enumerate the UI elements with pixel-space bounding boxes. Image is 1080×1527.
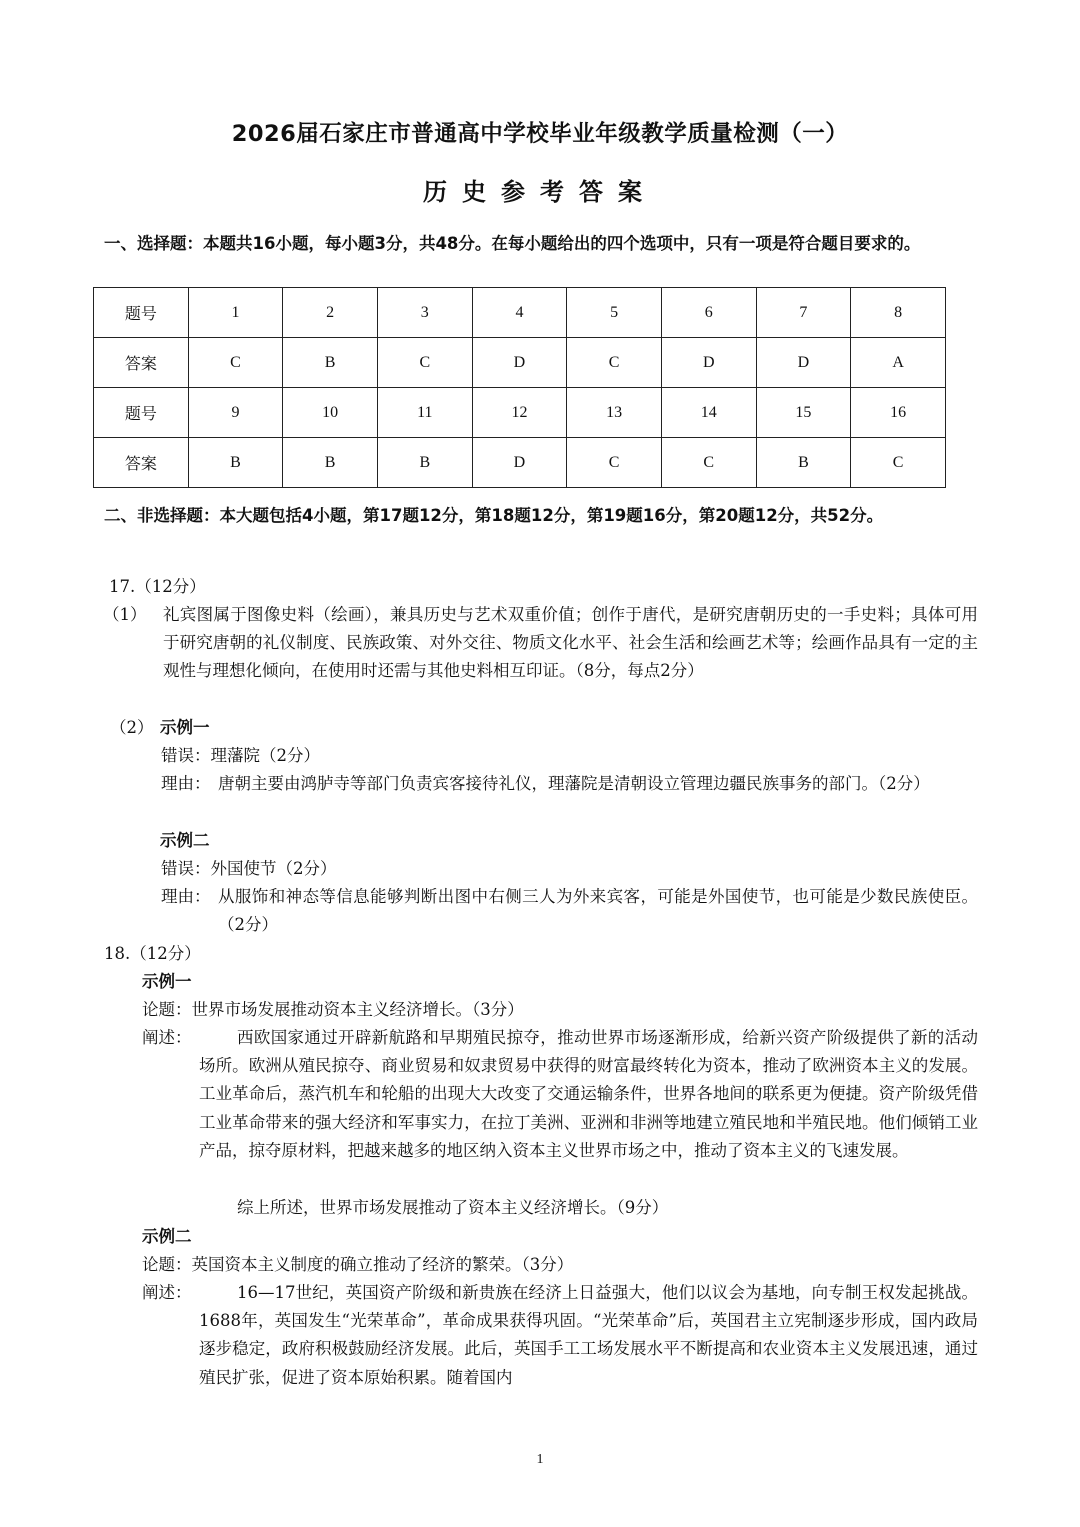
answer-table-cell: 4 (472, 288, 567, 338)
answer-table-cell: 2 (283, 288, 378, 338)
exam-title: 2026届石家庄市普通高中学校毕业年级教学质量检测（一） (231, 121, 849, 147)
answer-table-cell: C (567, 338, 662, 388)
section2-heading: 二、非选择题：本大题包括4小题，第17题12分，第18题12分，第19题16分，第20题12分，共52分。 (104, 506, 884, 525)
answer-table-cell: D (472, 438, 567, 488)
answer-table-cell: 7 (756, 288, 851, 338)
answer-table-row (94, 338, 946, 388)
answer-table-cell: 10 (283, 388, 378, 438)
answer-table-row (94, 438, 946, 488)
answer-table-cell: C (567, 438, 662, 488)
q18-example1-thesis: 论题：世界市场发展推动资本主义经济增长。（3分） (142, 1000, 524, 1019)
q17-example2-heading: 示例二 (160, 831, 210, 850)
answer-table-cell: A (851, 338, 946, 388)
q18-example2-label: 阐述： (142, 1283, 192, 1302)
answer-table-cell: 16 (851, 388, 946, 438)
answer-table-cell: C (188, 338, 283, 388)
answer-table-cell: 14 (661, 388, 756, 438)
q18-example1-label: 阐述： (142, 1028, 192, 1047)
answer-table-row-label: 答案 (94, 338, 189, 388)
answer-table-cell: D (756, 338, 851, 388)
q17-header: 17.（12分） (109, 577, 206, 596)
q18-example1-heading: 示例一 (142, 972, 192, 991)
answer-table-cell: B (188, 438, 283, 488)
answer-table-cell: 9 (188, 388, 283, 438)
q17-part2-label: （2） (110, 718, 154, 737)
answer-table-cell: B (756, 438, 851, 488)
answer-table-cell: C (661, 438, 756, 488)
answer-table-cell: C (851, 438, 946, 488)
exam-subtitle: 历史参考答案 (423, 178, 657, 206)
answer-table-cell: D (661, 338, 756, 388)
answer-table-row (94, 388, 946, 438)
q17-example1-error: 错误：理藩院（2分） (161, 746, 320, 765)
answer-table-cell: 15 (756, 388, 851, 438)
answer-table-cell: B (283, 438, 378, 488)
answer-table-row-label: 答案 (94, 438, 189, 488)
q17-example1-heading: 示例一 (160, 718, 210, 737)
q17-part1-text: 礼宾图属于图像史料（绘画），兼具历史与艺术双重价值；创作于唐代，是研究唐朝历史的一手史料；具体可用于研究唐朝的礼仪制度、民族政策、对外交往、物质文化水平、社会生活和绘画艺术等；绘画作品具有一定的主观性与理想化倾向，在使用时还需与其他史料相互印证。（8分，每点2分） (163, 605, 978, 681)
answer-table (93, 287, 946, 488)
q17-example1-reason-label: 理由： (161, 774, 211, 793)
page-number: 1 (536, 1452, 544, 1467)
answer-table-cell: 8 (851, 288, 946, 338)
q18-example2-thesis: 论题：英国资本主义制度的确立推动了经济的繁荣。（3分） (142, 1255, 574, 1274)
answer-table-cell: B (283, 338, 378, 388)
answer-table-row (94, 288, 946, 338)
answer-table-cell: 13 (567, 388, 662, 438)
answer-table-cell: 5 (567, 288, 662, 338)
q18-example2-text: 16—17世纪，英国资产阶级和新贵族在经济上日益强大，他们以议会为基地，向专制王权发起挑战。1688年，英国发生“光荣革命”，革命成果获得巩固。“光荣革命”后，英国君主立宪制逐步形成，国内政局逐步稳定，政府积极鼓励经济发展。此后，英国手工工场发展水平不断提高和农业资本主义发展迅速，通过殖民扩张，促进了资本原始积累。随着国内 (199, 1283, 978, 1387)
q18-example2-heading: 示例二 (142, 1227, 192, 1246)
answer-table-cell: B (377, 438, 472, 488)
answer-table-cell: 11 (377, 388, 472, 438)
q17-part1-label: （1） (103, 605, 147, 624)
answer-table-cell: D (472, 338, 567, 388)
q17-example2-reason-label: 理由： (161, 887, 211, 906)
answer-table-cell: 3 (377, 288, 472, 338)
q17-example2-reason: 从服饰和神态等信息能够判断出图中右侧三人为外来宾客，可能是外国使节，也可能是少数民族使臣。（2分） (218, 887, 978, 935)
section1-heading: 一、选择题：本题共16小题，每小题3分，共48分。在每小题给出的四个选项中，只有一项是符合题目要求的。 (104, 234, 921, 253)
q17-example1-reason: 唐朝主要由鸿胪寺等部门负责宾客接待礼仪，理藩院是清朝设立管理边疆民族事务的部门。（2分） (218, 774, 930, 793)
answer-table-row-label: 题号 (94, 388, 189, 438)
answer-table-cell: 12 (472, 388, 567, 438)
answer-table-cell: C (377, 338, 472, 388)
q18-example1-conclusion: 综上所述，世界市场发展推动了资本主义经济增长。（9分） (237, 1198, 669, 1217)
q17-example2-error: 错误：外国使节（2分） (161, 859, 337, 878)
q18-example1-text: 西欧国家通过开辟新航路和早期殖民掠夺，推动世界市场逐渐形成，给新兴资产阶级提供了新的活动场所。欧洲从殖民掠夺、商业贸易和奴隶贸易中获得的财富最终转化为资本，推动了欧洲资本主义的发展。工业革命后，蒸汽机车和轮船的出现大大改变了交通运输条件，世界各地间的联系更为便捷。资产阶级凭借工业革命带来的强大经济和军事实力，在拉丁美洲、亚洲和非洲等地建立殖民地和半殖民地。他们倾销工业产品，掠夺原材料，把越来越多的地区纳入资本主义世界市场之中，推动了资本主义的飞速发展。 (199, 1028, 978, 1160)
answer-table-cell: 1 (188, 288, 283, 338)
answer-table-cell: 6 (661, 288, 756, 338)
answer-table-row-label: 题号 (94, 288, 189, 338)
q18-header: 18.（12分） (104, 944, 201, 963)
